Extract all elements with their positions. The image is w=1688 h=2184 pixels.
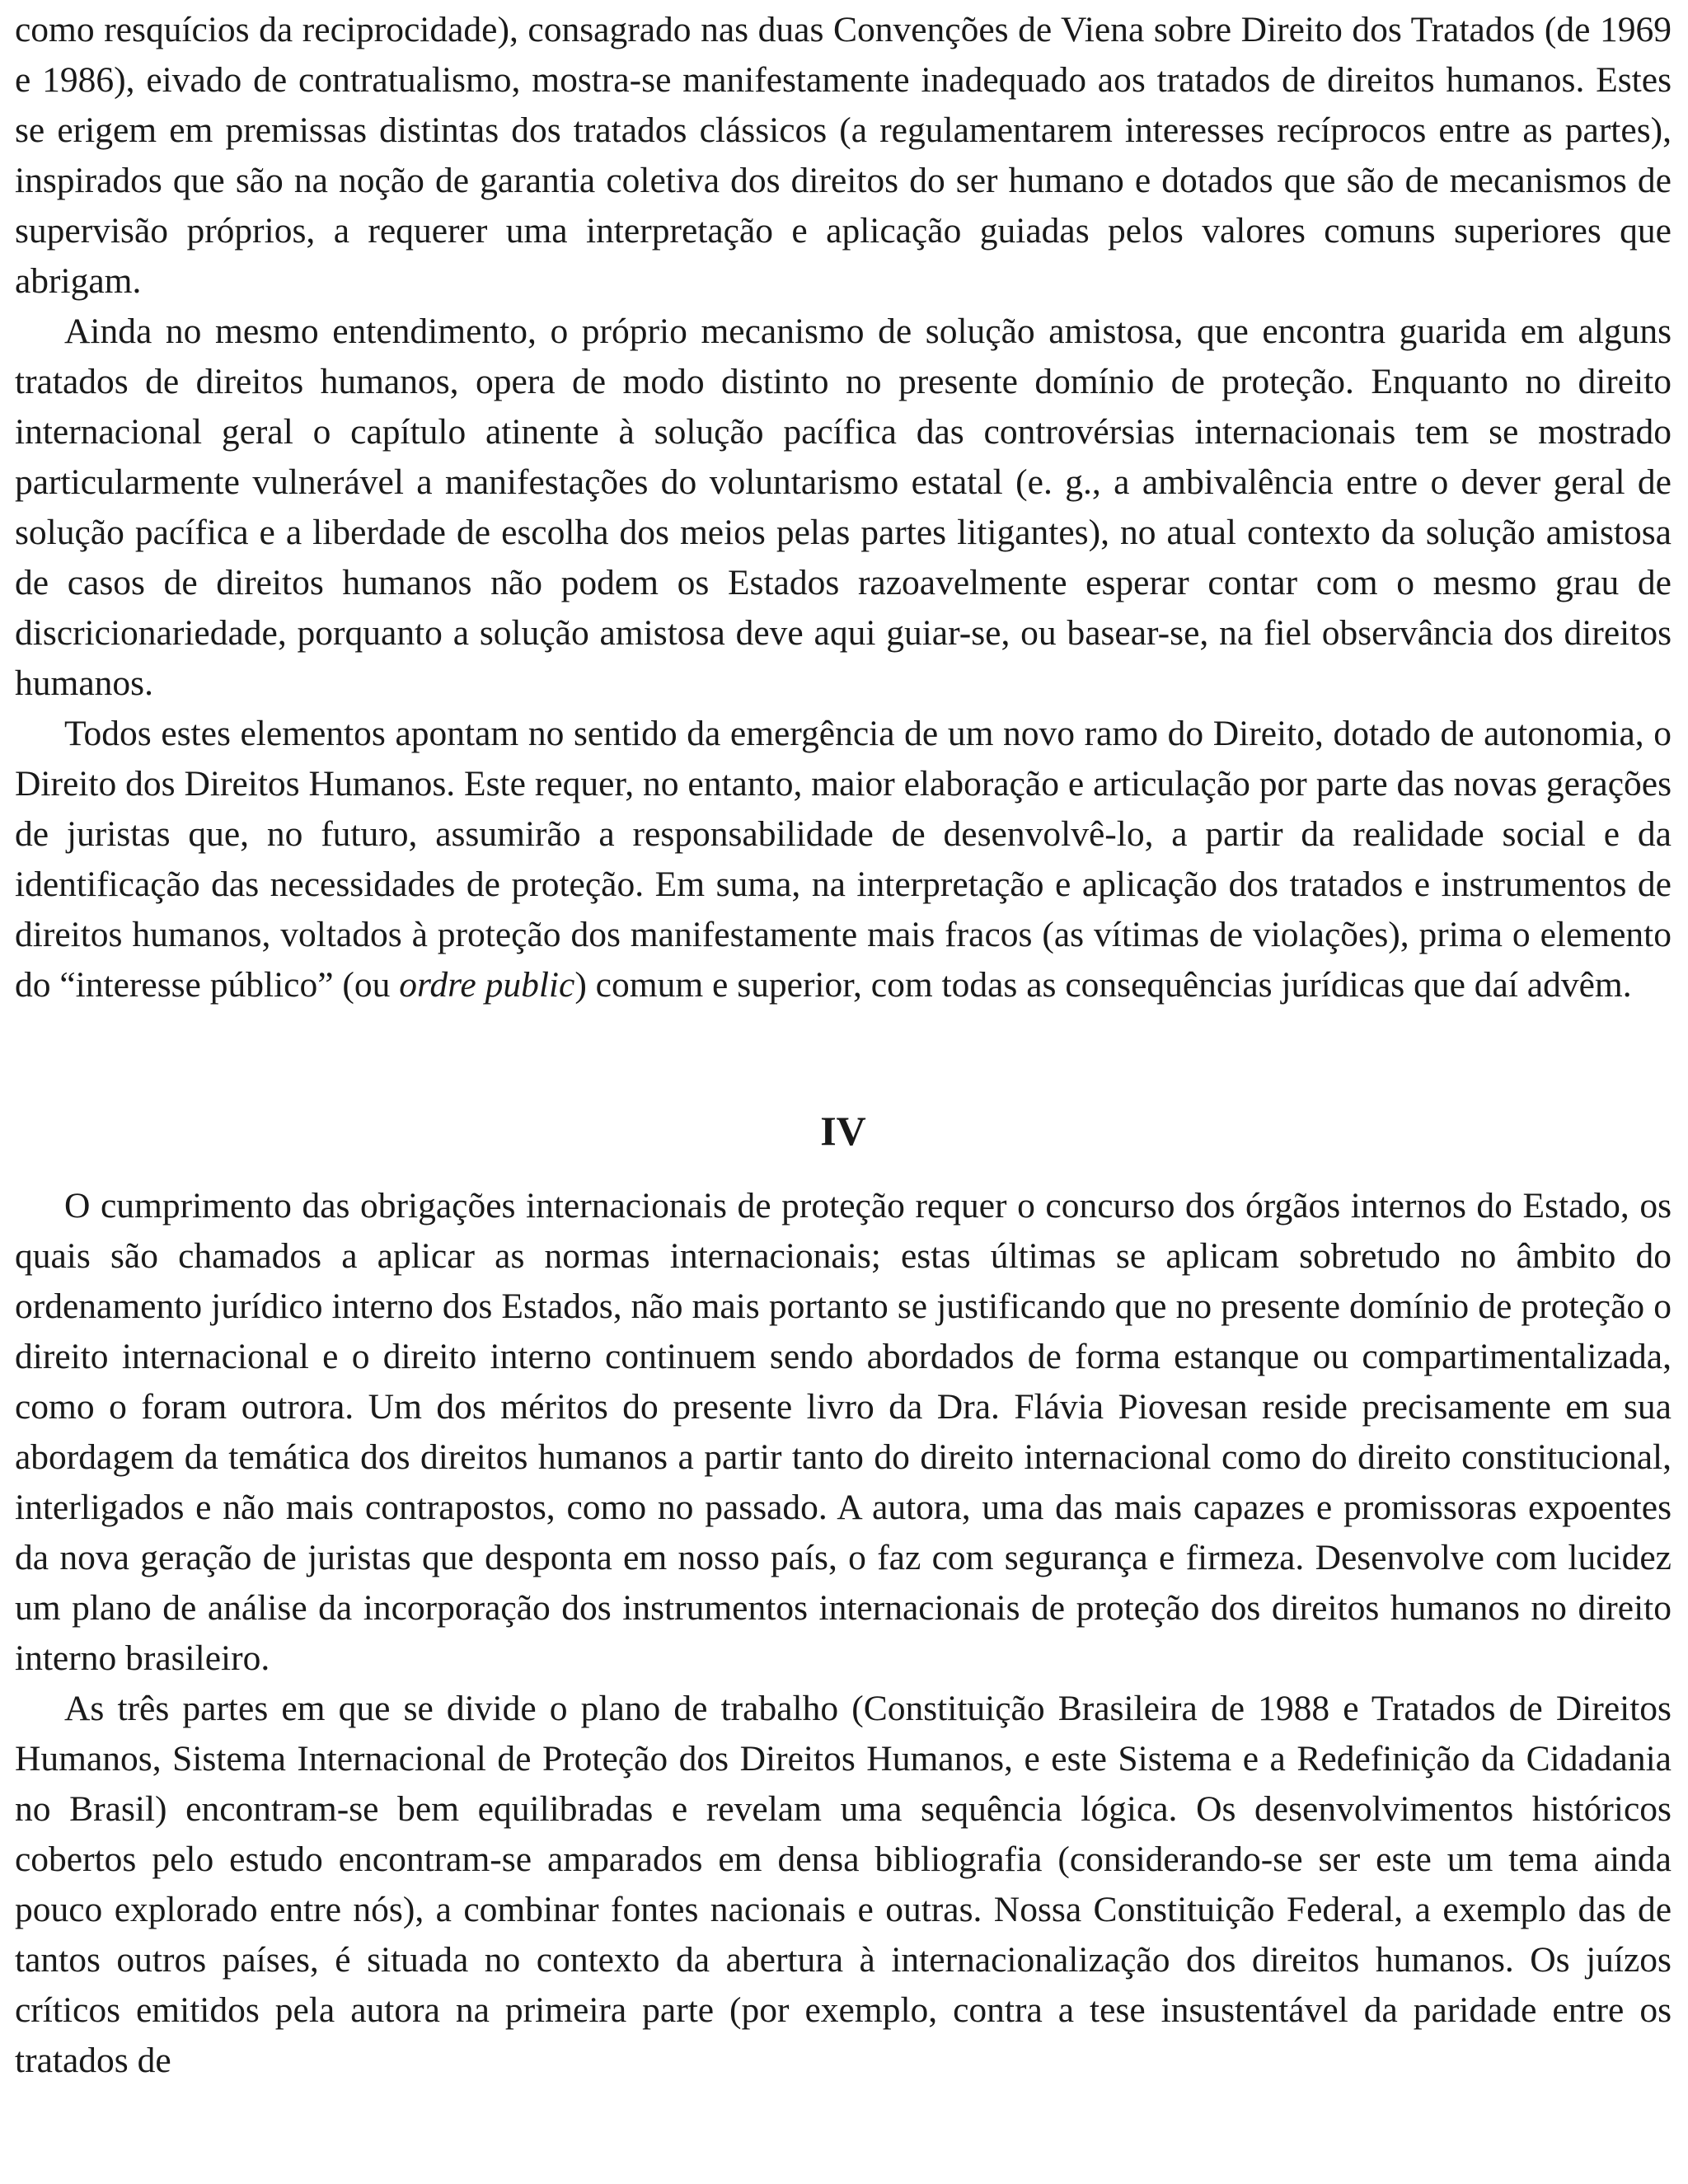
paragraph-5: As três partes em que se divide o plano de trabalho (Constituição Brasileira de 1988 e Tratados de Direitos Humanos, Sistema Internacional de Proteção dos Direitos Humanos, e este Sistema e a Redefinição da Cidadania no Brasil) encontram-se bem equilibradas e revelam uma sequência lógica. Os desenvolvimentos históricos cobertos pelo estudo encontram-se amparados em densa bibliografia (considerando-se ser este um tema ainda pouco explorado entre nós), a combinar fontes nacionais e outras. Nossa Constituição Federal, a exemplo das de tantos outros países, é situada no contexto da abertura à internacionalização dos direitos humanos. Os juízos críticos emitidos pela autora na primeira parte (por exemplo, contra a tese insustentável da paridade entre os tratados de — [15, 1689, 1672, 2080]
paragraph-4: O cumprimento das obrigações internacionais de proteção requer o concurso dos órgãos internos do Estado, os quais são chamados a aplicar as normas internacionais; estas últimas se aplicam sobretudo no âmbito do ordenamento jurídico interno dos Estados, não mais portanto se justificando que no presente domínio de proteção o direito internacional e o direito interno continuem sendo abordados de forma estanque ou compartimentalizada, como o foram outrora. Um dos méritos do presente livro da Dra. Flávia Piovesan reside precisamente em sua abordagem da temática dos direitos humanos a partir tanto do direito internacional como do direito constitucional, interligados e não mais contrapostos, como no passado. A autora, uma das mais capazes e promissoras expoentes da nova geração de juristas que desponta em nosso país, o faz com segurança e firmeza. Desenvolve com lucidez um plano de análise da incorporação dos instrumentos internacionais de proteção dos direitos humanos no direito interno brasileiro. — [15, 1186, 1672, 1678]
document-page — [15, 5, 1672, 2086]
italic-term: ordre public — [399, 965, 575, 1005]
paragraph-3-text-start: Todos estes elementos apontam no sentido da emergência de um novo ramo do Direito, dotado de autonomia, o Direito dos Direitos Humanos. Este requer, no entanto, maior elaboração e articulação por parte das novas gerações de juristas que, no futuro, assumirão a responsabilidade de desenvolvê-lo, a partir da realidade social e da identificação das necessidades de proteção. Em suma, na interpretação e aplicação dos tratados e instrumentos de direitos humanos, voltados à proteção dos manifestamente mais fracos (as vítimas de violações), prima o elemento do “interesse público” (ou — [15, 714, 1672, 1005]
section-heading: IV — [820, 1108, 866, 1154]
paragraph-2: Ainda no mesmo entendimento, o próprio mecanismo de solução amistosa, que encontra guarida em alguns tratados de direitos humanos, opera de modo distinto no presente domínio de proteção. Enquanto no direito internacional geral o capítulo atinente à solução pacífica das controvérsias internacionais tem se mostrado particularmente vulnerável a manifestações do voluntarismo estatal (e. g., a ambivalência entre o dever geral de solução pacífica e a liberdade de escolha dos meios pelas partes litigantes), no atual contexto da solução amistosa de casos de direitos humanos não podem os Estados razoavelmente esperar contar com o mesmo grau de discricionariedade, porquanto a solução amistosa deve aqui guiar-se, ou basear-se, na fiel observância dos direitos humanos. — [15, 312, 1672, 703]
paragraph-3 — [15, 709, 1672, 1010]
paragraph-3-text-end: ) comum e superior, com todas as consequências jurídicas que daí advêm. — [574, 965, 1632, 1005]
paragraph-1: como resquícios da reciprocidade), consagrado nas duas Convenções de Viena sobre Direito dos Tratados (de 1969 e 1986), eivado de contratualismo, mostra-se manifestamente inadequado aos tratados de direitos humanos. Estes se erigem em premissas distintas dos tratados clássicos (a regulamentarem interesses recíprocos entre as partes), inspirados que são na noção de garantia coletiva dos direitos do ser humano e dotados que são de mecanismos de supervisão próprios, a requerer uma interpretação e aplicação guiadas pelos valores comuns superiores que abrigam. — [15, 10, 1672, 301]
